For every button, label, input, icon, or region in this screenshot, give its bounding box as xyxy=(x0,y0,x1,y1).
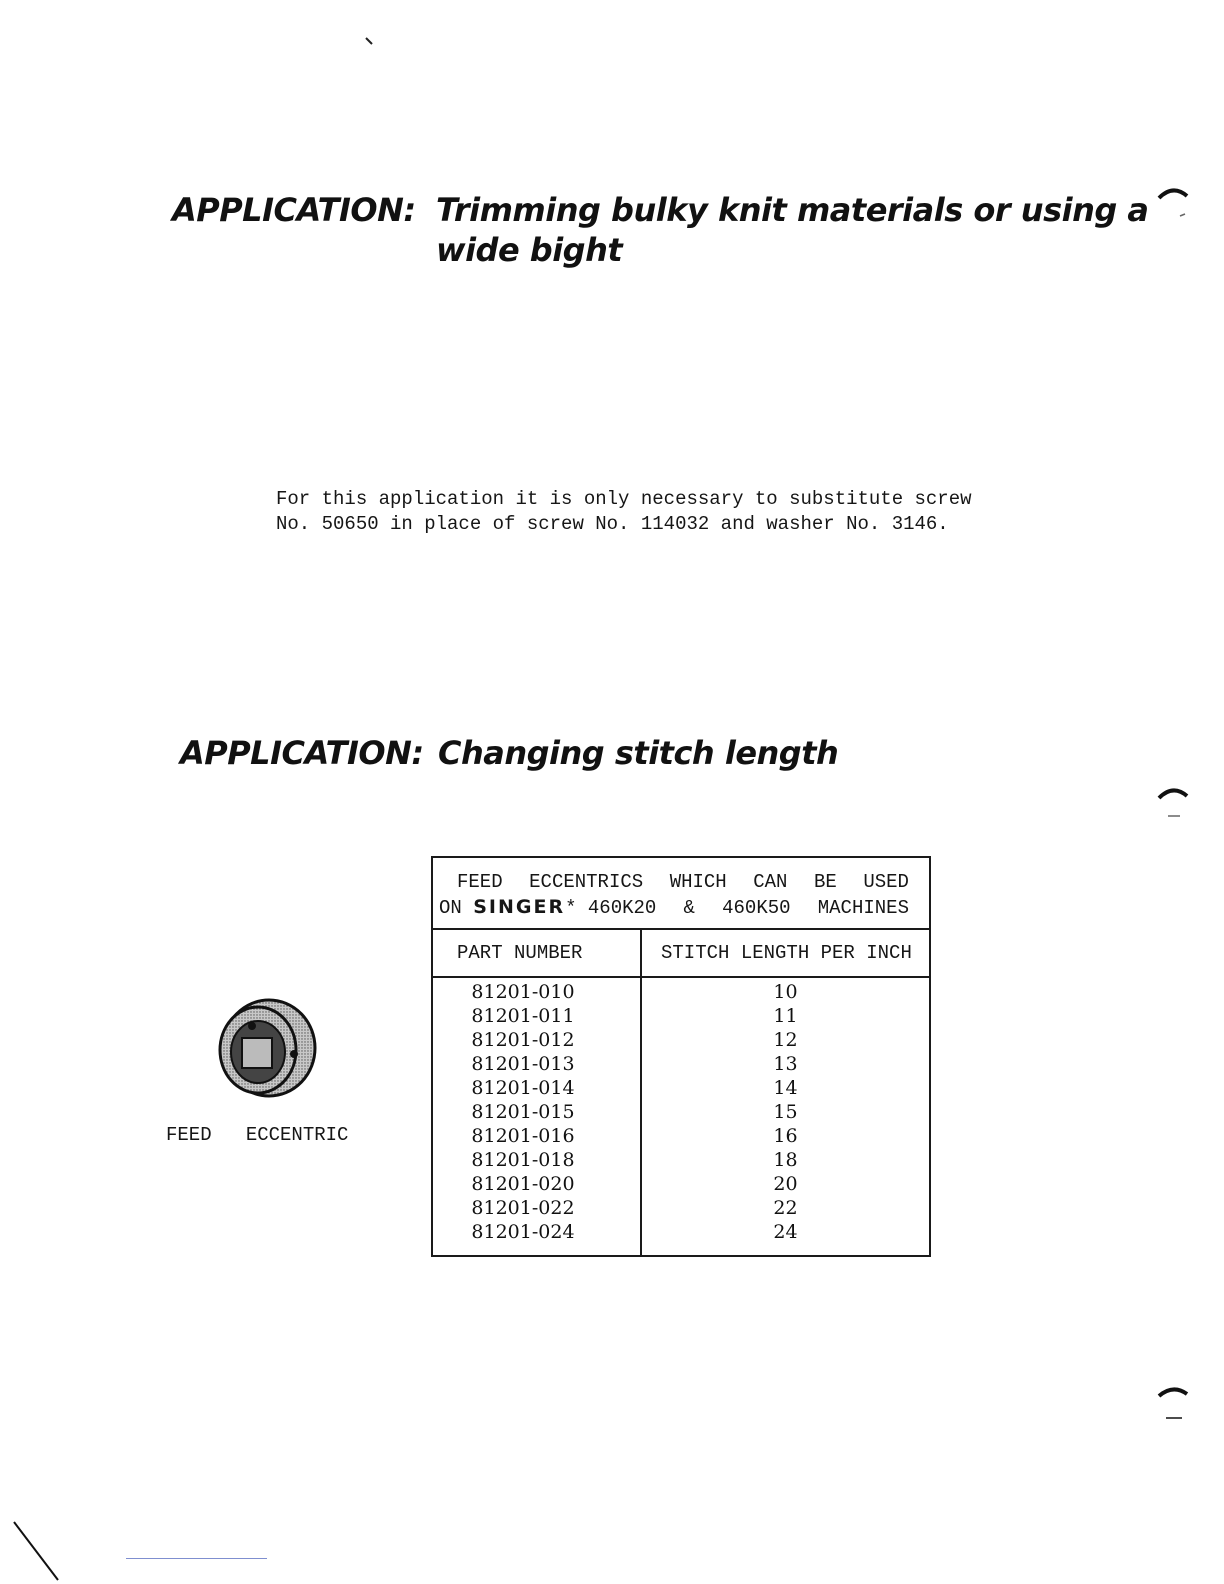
part-number-cell: 81201-022 xyxy=(471,1197,575,1219)
title-word: BE xyxy=(814,871,837,893)
note-line-2: No. 50650 in place of screw No. 114032 and washer No. 3146. xyxy=(276,513,949,535)
stitch-length-cell: 10 xyxy=(773,981,798,1003)
application-heading-2 xyxy=(180,733,880,777)
table-row xyxy=(433,1100,929,1124)
part-number-cell: 81201-014 xyxy=(471,1077,575,1099)
stitch-length-cell: 11 xyxy=(773,1005,798,1027)
stitch-length-cell: 20 xyxy=(773,1173,798,1195)
part-number-cell: 81201-012 xyxy=(471,1029,575,1051)
title-word: CAN xyxy=(753,871,788,893)
column-header-stitch-length: STITCH LENGTH PER INCH xyxy=(661,942,912,964)
note-line-1: For this application it is only necessary to substitute screw xyxy=(276,488,972,510)
feed-eccentrics-table xyxy=(431,856,931,1257)
part-number-cell: 81201-016 xyxy=(471,1125,575,1147)
scan-speck xyxy=(364,36,376,48)
stitch-length-cell: 22 xyxy=(773,1197,798,1219)
table-row xyxy=(433,1076,929,1100)
part-number-cell: 81201-010 xyxy=(471,981,575,1003)
scan-edge-line xyxy=(10,1518,62,1584)
part-number-cell: 81201-024 xyxy=(471,1221,575,1243)
table-body xyxy=(433,980,929,1255)
title-word: USED xyxy=(863,871,909,893)
stitch-length-cell: 13 xyxy=(773,1053,798,1075)
table-row xyxy=(433,1004,929,1028)
table-header-row xyxy=(433,930,929,978)
stitch-length-cell: 12 xyxy=(773,1029,798,1051)
feed-eccentric-icon xyxy=(214,996,318,1100)
trademark-mark: * xyxy=(565,897,577,919)
table-row xyxy=(433,1028,929,1052)
table-row xyxy=(433,1172,929,1196)
title-word: MACHINES xyxy=(817,897,909,919)
table-row xyxy=(433,1220,929,1244)
instruction-note xyxy=(276,487,972,537)
table-row xyxy=(433,1124,929,1148)
table-row xyxy=(433,980,929,1004)
application-title-line-1: Trimming bulky knit materials or using a xyxy=(436,191,1149,229)
table-row xyxy=(433,1196,929,1220)
singer-brand: SINGER xyxy=(473,896,566,918)
footer-rule xyxy=(126,1558,267,1559)
table-title-line-1 xyxy=(457,871,909,893)
part-number-cell: 81201-020 xyxy=(471,1173,575,1195)
title-word: WHICH xyxy=(669,871,727,893)
figure-caption: FEED ECCENTRIC xyxy=(166,1124,349,1146)
title-word: ECCENTRICS xyxy=(529,871,644,893)
table-row xyxy=(433,1052,929,1076)
title-word: FEED xyxy=(457,871,503,893)
title-word: ON xyxy=(439,897,462,919)
part-number-cell: 81201-018 xyxy=(471,1149,575,1171)
model-number: 460K20 xyxy=(587,897,657,919)
binder-hole-mark-middle xyxy=(1156,782,1190,822)
part-number-cell: 81201-011 xyxy=(471,1005,575,1027)
stitch-length-cell: 18 xyxy=(773,1149,798,1171)
table-title xyxy=(433,858,929,930)
column-header-part-number: PART NUMBER xyxy=(457,942,583,964)
stitch-length-cell: 16 xyxy=(773,1125,798,1147)
stitch-length-cell: 15 xyxy=(773,1101,798,1123)
ampersand: & xyxy=(683,897,695,919)
application-label: APPLICATION: xyxy=(180,734,424,772)
binder-hole-mark-top xyxy=(1156,182,1190,222)
part-number-cell: 81201-015 xyxy=(471,1101,575,1123)
application-title-line-1: Changing stitch length xyxy=(438,734,839,772)
table-row xyxy=(433,1148,929,1172)
binder-hole-mark-bottom xyxy=(1156,1382,1190,1422)
application-label: APPLICATION: xyxy=(172,191,416,229)
table-title-line-2 xyxy=(439,896,909,919)
application-title-line-2: wide bight xyxy=(436,231,623,269)
stitch-length-cell: 14 xyxy=(773,1077,798,1099)
stitch-length-cell: 24 xyxy=(773,1221,798,1243)
application-heading-1 xyxy=(172,190,1149,280)
part-number-cell: 81201-013 xyxy=(471,1053,575,1075)
model-number: 460K50 xyxy=(722,897,791,919)
